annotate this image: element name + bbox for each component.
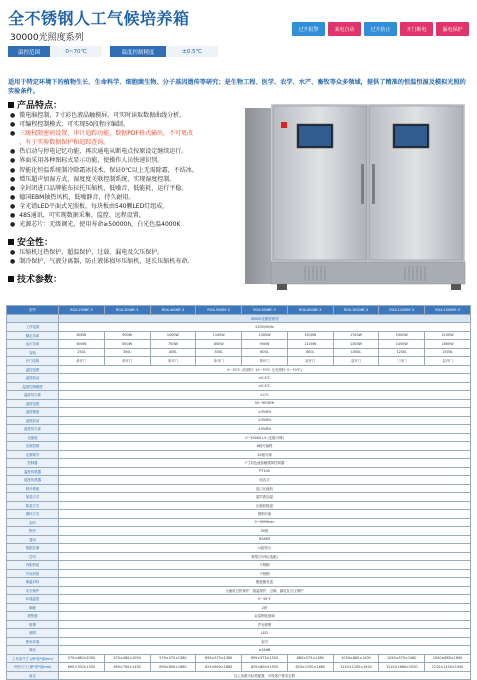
- row-header-cell: 定时: [7, 518, 59, 527]
- table-row: [7, 391, 471, 400]
- table-cell: 8段可编程: [59, 442, 471, 451]
- row-header-cell: 备注: [7, 671, 59, 680]
- bullet-icon: ●: [10, 130, 16, 138]
- table-cell: PT100: [59, 467, 471, 476]
- table-cell: U盘导出: [59, 544, 471, 553]
- table-cell: 400L: [150, 348, 196, 357]
- row-header-cell: 内胆材质: [7, 561, 59, 570]
- row-header-cell: 工作电源: [7, 323, 59, 332]
- row-header-cell: 湿度传感器: [7, 476, 59, 485]
- row-header-cell: 除湿方式: [7, 501, 59, 510]
- table-cell: 50~95%RH: [59, 399, 471, 408]
- table-row: [7, 646, 471, 655]
- feature-badge: 开门断电: [400, 22, 433, 36]
- table-row: [7, 331, 471, 340]
- table-cell: 1210×1250×1940: [425, 663, 471, 672]
- spec-label: 温控范围: [8, 46, 50, 57]
- row-header-cell: 湿度范围: [7, 399, 59, 408]
- table-cell: 单开门: [104, 357, 150, 366]
- list-item-text: 制冷保护，气液分离器，防止液体损坏压缩机，延长压缩机寿命。: [19, 258, 194, 266]
- table-cell: RGX-1500BF-3: [425, 306, 471, 315]
- table-row: [7, 323, 471, 332]
- table-cell: 单开门: [242, 357, 288, 366]
- table-cell: ±1℃: [59, 391, 471, 400]
- bullet-icon: ●: [10, 166, 16, 174]
- table-row: [7, 357, 471, 366]
- table-cell: RGX-600BF-3: [242, 306, 288, 315]
- row-header-cell: 湿度均匀度: [7, 425, 59, 434]
- table-cell: 690×700×1350: [104, 663, 150, 672]
- row-header-cell: 制冷系统: [7, 484, 59, 493]
- table-cell: 690×700×1350: [59, 663, 105, 672]
- list-item-text: 全光谱LED平面式光照板，每块板由540颗LED灯组成。: [19, 202, 169, 210]
- feature-badge: 过升防止: [364, 22, 397, 36]
- table-cell: 825×800×1880: [196, 663, 242, 672]
- table-cell: ≤55dB: [59, 646, 471, 655]
- list-item-text: 可编程控制模式；可实现50段程序编制。: [19, 121, 129, 129]
- row-header-cell: 搁板: [7, 603, 59, 612]
- spec-label: 温度控制精度: [110, 46, 166, 57]
- feature-badge: 漏电保护: [436, 22, 469, 36]
- table-cell: 单开门: [59, 357, 105, 366]
- table-row: [7, 603, 471, 612]
- table-row: [7, 663, 471, 672]
- row-header-cell: 额定功率: [7, 331, 59, 340]
- table-cell: 570×480×1050: [104, 654, 150, 663]
- bullet-icon: ●: [10, 184, 16, 192]
- table-row: [7, 654, 471, 663]
- table-cell: ±3%RH: [59, 408, 471, 417]
- table-cell: ±5%RH: [59, 425, 471, 434]
- list-item-text: 光源芯片：无级调光，使用寿命≥50000h，白光色温4000K: [19, 221, 181, 229]
- table-row: [7, 348, 471, 357]
- row-header-cell: 温度传感器: [7, 467, 59, 476]
- table-cell: 双层钢化玻璃: [59, 612, 471, 621]
- table-cell: 1100W: [287, 340, 333, 349]
- table-cell: 850W: [196, 340, 242, 349]
- list-item-text: 485通讯，可实现数据采集、监控、远程设置。: [19, 212, 145, 220]
- row-header-cell: 温度均匀度: [7, 391, 59, 400]
- table-row: [7, 578, 471, 587]
- page-subtitle: 30000光照度系列: [10, 33, 84, 43]
- table-row: [7, 527, 471, 536]
- table-cell: 690×800×1880: [150, 663, 196, 672]
- safety-list: [10, 248, 193, 266]
- table-cell: 1500L: [425, 348, 471, 357]
- list-item-text: ，有于实验数据保护和追踪查询。: [19, 139, 110, 147]
- list-item: [10, 193, 198, 202]
- table-cell: 7寸彩色液晶触摸屏控制器: [59, 459, 471, 468]
- list-item-text: 热启动与停电记忆功能，再次通电从断电点按原设定继续运行。: [19, 148, 188, 156]
- row-header-cell: 外壳材质: [7, 569, 59, 578]
- table-row: [7, 535, 471, 544]
- row-header-cell: 控制器: [7, 459, 59, 468]
- list-item-text: 三级权限密码设置，审计追踪功能，数据PDF格式输出，不可更改: [19, 130, 193, 138]
- row-header-cell: 使用环境: [7, 637, 59, 646]
- table-cell: 950W: [242, 340, 288, 349]
- list-item-text: 微电脑控制，7寸彩色液晶触摸屏，可实时读取数据曲线分析。: [19, 112, 186, 119]
- row-header-cell: 环境温度: [7, 595, 59, 604]
- table-cell: 2100W: [425, 331, 471, 340]
- table-cell: 1000W: [150, 331, 196, 340]
- tech-heading: [8, 272, 62, 285]
- table-cell: 单开门: [196, 357, 242, 366]
- table-cell: 微型打印机(选配): [59, 552, 471, 561]
- table-cell: 10级可调: [59, 450, 471, 459]
- table-cell: 以上参数为标准配置，可按客户要求定制: [59, 671, 471, 680]
- square-bullet-icon: [8, 102, 14, 108]
- table-cell: 570×575×1380: [150, 654, 196, 663]
- row-header-cell: 光照调节: [7, 450, 59, 459]
- row-header-cell: 光照度: [7, 433, 59, 442]
- list-item: [10, 248, 193, 257]
- list-item-text: 界面采用各种图标式显示功能，使操作人员快速识别。: [19, 157, 164, 165]
- safety-heading: [8, 235, 53, 248]
- table-cell: 220V/50Hz: [59, 323, 471, 332]
- row-header-cell: 开门结构: [7, 357, 59, 366]
- row-header-cell: 加湿方式: [7, 493, 59, 502]
- table-cell: 825×800×1920: [242, 663, 288, 672]
- row-header-cell: 外形尺寸 (深*宽*高mm): [7, 663, 59, 672]
- row-header-cell: [7, 314, 59, 323]
- table-cell: 双开门: [287, 357, 333, 366]
- table-cell: 300L: [104, 348, 150, 357]
- features-list: [10, 111, 198, 229]
- row-header-cell: 照明: [7, 629, 59, 638]
- spec-value: ±0.5℃: [166, 46, 218, 57]
- bullet-icon: ●: [10, 249, 16, 256]
- table-row: [7, 620, 471, 629]
- table-row: [7, 629, 471, 638]
- row-header-cell: 报警: [7, 620, 59, 629]
- table-row: [7, 442, 471, 451]
- tech-spec-table: [6, 305, 471, 680]
- intro-text: 适用于特定环境下的植物生长、生命科学、细胞菌生物、分子基因遗传等研究；是生物工程、医学、农学、水产、畜牧等众多领域，提供了精准的恒温恒湿及模拟光照的实验条件。: [8, 79, 466, 95]
- heading-text: 安全性：: [17, 238, 54, 248]
- table-cell: 进口压缩机: [59, 484, 471, 493]
- table-row: [7, 340, 471, 349]
- table-cell: 800W: [59, 331, 105, 340]
- list-item: [10, 257, 193, 266]
- table-cell: 750W: [150, 340, 196, 349]
- feature-badges: [292, 22, 469, 36]
- table-cell: ±3%RH: [59, 416, 471, 425]
- table-cell: 570×480×1050: [59, 654, 105, 663]
- row-header-cell: 通讯: [7, 535, 59, 544]
- table-cell: RGX-500BF-3: [196, 306, 242, 315]
- table-cell: 压缩机除湿: [59, 501, 471, 510]
- table-row: [7, 306, 471, 315]
- bullet-icon: ●: [10, 193, 16, 201]
- table-cell: 1050×575×1560: [379, 654, 425, 663]
- table-cell: RGX-300BF-3: [104, 306, 150, 315]
- table-cell: 1050×685×1690: [425, 654, 471, 663]
- table-row: [7, 637, 471, 646]
- table-cell: 双开门: [425, 357, 471, 366]
- bullet-icon: ●: [10, 258, 16, 266]
- heading-text: 产品特点：: [17, 101, 63, 111]
- row-header-cell: 容积: [7, 348, 59, 357]
- table-row: [7, 476, 471, 485]
- table-cell: RGX-1200BF-3: [379, 306, 425, 315]
- table-row: [7, 399, 471, 408]
- row-header-cell: 湿度精度: [7, 408, 59, 417]
- table-row: [7, 365, 471, 374]
- table-cell: 声光报警: [59, 620, 471, 629]
- list-item: [10, 120, 198, 129]
- table-row: [7, 612, 471, 621]
- table-cell: RGX-400BF-3: [150, 306, 196, 315]
- list-item: [10, 156, 198, 165]
- table-cell: 1500W: [287, 331, 333, 340]
- heading-text: 技术参数：: [17, 275, 63, 285]
- square-bullet-icon: [8, 276, 14, 282]
- table-cell: 1210×1680×1920: [379, 663, 425, 672]
- table-cell: 强制对流: [59, 510, 471, 519]
- list-item: [10, 138, 198, 147]
- table-row: [7, 544, 471, 553]
- spec-temp-accuracy: [110, 46, 218, 57]
- bullet-icon: ●: [10, 121, 16, 129]
- table-cell: ±0.5℃: [59, 382, 471, 391]
- table-cell: 1050×685×1500: [333, 654, 379, 663]
- table-cell: 250L: [59, 348, 105, 357]
- table-cell: 50段: [59, 527, 471, 536]
- list-item: [10, 184, 198, 193]
- table-cell: 1000L: [333, 348, 379, 357]
- table-cell: RGX-800BF-3: [287, 306, 333, 315]
- table-cell: RS485: [59, 535, 471, 544]
- table-cell: 室内: [59, 637, 471, 646]
- row-header-cell: 工作室尺寸 (深*宽*高mm): [7, 654, 59, 663]
- row-header-cell: 温度波动: [7, 374, 59, 383]
- table-row: [7, 586, 471, 595]
- list-item: [10, 202, 198, 211]
- table-cell: 695×575×1380: [196, 654, 242, 663]
- table-cell: ±0.5℃: [59, 374, 471, 383]
- row-header-cell: 温控范围: [7, 365, 59, 374]
- table-cell: 820×1250×1880: [287, 663, 333, 672]
- table-cell: 1700W: [333, 331, 379, 340]
- table-row: [7, 425, 471, 434]
- table-cell: 不锈钢: [59, 569, 471, 578]
- list-item: [10, 211, 198, 220]
- table-cell: 2块: [59, 603, 471, 612]
- table-cell: LED: [59, 629, 471, 638]
- table-row: [7, 501, 471, 510]
- table-row: [7, 518, 471, 527]
- table-row: [7, 595, 471, 604]
- list-item: [10, 129, 198, 138]
- table-cell: 三开门: [379, 357, 425, 366]
- table-row: [7, 416, 471, 425]
- list-item: [10, 175, 198, 184]
- table-cell: RGX-1000BF-3: [333, 306, 379, 315]
- features-heading: [8, 98, 62, 111]
- row-header-cell: 湿度波动: [7, 416, 59, 425]
- table-row: [7, 552, 471, 561]
- list-item-text: 压缩机过热保护，超温保护，过载、漏电及欠压保护。: [19, 249, 164, 256]
- table-cell: 双开门: [333, 357, 379, 366]
- table-cell: 650W: [104, 340, 150, 349]
- list-item-text: 增压超声加湿方式，湿度度关联控制系统，实现湿度控制。: [19, 175, 176, 183]
- list-item: [10, 166, 198, 175]
- table-row: [7, 561, 471, 570]
- row-header-cell: 型号: [7, 306, 59, 315]
- table-cell: 压缩机过热保护、超温保护、过载、漏电及欠压保护: [59, 586, 471, 595]
- table-cell: 电容式: [59, 476, 471, 485]
- table-cell: 1300W: [333, 340, 379, 349]
- table-cell: 0~70℃ (光照时: 10~70℃ 无光照时: 0~70℃): [59, 365, 471, 374]
- spec-temp-range: [8, 46, 102, 57]
- bullet-icon: ●: [10, 202, 16, 210]
- row-header-cell: 温度控制精度: [7, 382, 59, 391]
- table-cell: 900W: [104, 331, 150, 340]
- table-cell: 不锈钢: [59, 561, 471, 570]
- table-cell: 超声波加湿: [59, 493, 471, 502]
- list-item: [10, 147, 198, 156]
- page-title: 全不锈钢人工气候培养箱: [8, 9, 190, 28]
- square-bullet-icon: [8, 239, 14, 245]
- table-cell: 1100W: [196, 331, 242, 340]
- table-cell: 单开门: [150, 357, 196, 366]
- bullet-icon: ●: [10, 157, 16, 165]
- row-header-cell: 噪音: [7, 646, 59, 655]
- product-cabinet-image: [245, 104, 467, 292]
- table-row: [7, 374, 471, 383]
- table-cell: RGX-250BF-3: [59, 306, 105, 315]
- table-row: [7, 510, 471, 519]
- table-row: [7, 671, 471, 680]
- row-header-cell: 运行功率: [7, 340, 59, 349]
- bullet-icon: ●: [10, 112, 16, 119]
- row-header-cell: 打印: [7, 552, 59, 561]
- table-row: [7, 433, 471, 442]
- table-cell: 1900W: [379, 331, 425, 340]
- bullet-icon: ●: [10, 221, 16, 229]
- table-cell: 1450W: [379, 340, 425, 349]
- row-header-cell: 观察窗: [7, 612, 59, 621]
- table-cell: 600L: [242, 348, 288, 357]
- row-header-cell: 程序: [7, 527, 59, 536]
- list-item-text: 全封闭进口品牌能布拉托压缩机，低噪音，低能耗，运行平稳。: [19, 184, 188, 192]
- table-cell: 5~35℃: [59, 595, 471, 604]
- table-cell: 1200L: [379, 348, 425, 357]
- row-header-cell: 光照控制: [7, 442, 59, 451]
- table-cell: 1210×1250×1920: [333, 663, 379, 672]
- list-item-text: 德国EBM轴热风机，低噪静音，持久耐用。: [19, 193, 135, 201]
- table-row: [7, 408, 471, 417]
- table-row: [7, 382, 471, 391]
- table-row: [7, 569, 471, 578]
- list-item-text: 智能化恒温系统制冷除霜冰技术，保证0℃以上无需除霜，不结冰。: [19, 166, 198, 174]
- list-item: [10, 220, 198, 229]
- bullet-icon: ●: [10, 148, 16, 156]
- list-item: [10, 111, 198, 120]
- table-cell: 1600W: [425, 340, 471, 349]
- row-header-cell: 循环方式: [7, 510, 59, 519]
- table-cell: 0~30000 LX (无级可调): [59, 433, 471, 442]
- table-row: [7, 314, 471, 323]
- table-cell: 680×575×1380: [287, 654, 333, 663]
- table-cell: 0~9999min: [59, 518, 471, 527]
- table-row: [7, 467, 471, 476]
- row-header-cell: 数据存储: [7, 544, 59, 553]
- bullet-icon: ●: [10, 212, 16, 220]
- table-row: [7, 450, 471, 459]
- table-cell: 30000光照度系列: [59, 314, 471, 323]
- table-cell: 600W: [59, 340, 105, 349]
- bullet-icon: ●: [10, 175, 16, 183]
- spec-value: 0~70℃: [50, 46, 102, 57]
- table-cell: 500L: [196, 348, 242, 357]
- table-cell: 695×575×1500: [242, 654, 288, 663]
- feature-badge: 过升报警: [292, 22, 325, 36]
- feature-badge: 来电自动: [328, 22, 361, 36]
- row-header-cell: 安全保护: [7, 586, 59, 595]
- table-row: [7, 493, 471, 502]
- table-row: [7, 484, 471, 493]
- table-cell: 1300W: [242, 331, 288, 340]
- table-cell: 聚氨酯发泡: [59, 578, 471, 587]
- table-cell: 800L: [287, 348, 333, 357]
- table-row: [7, 459, 471, 468]
- row-header-cell: 保温材料: [7, 578, 59, 587]
